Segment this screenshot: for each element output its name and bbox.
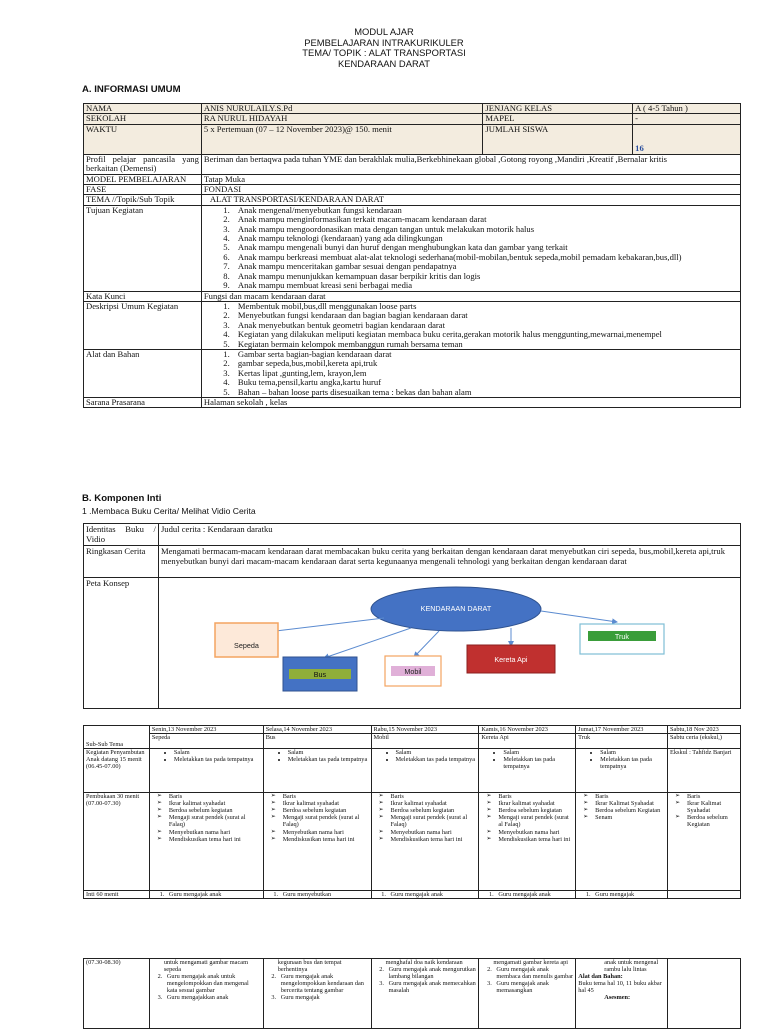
info-table <box>83 103 741 408</box>
table-row <box>84 104 741 114</box>
mapel-value: - <box>633 114 741 124</box>
day-selasa: Selasa,14 November 2023 <box>263 726 371 734</box>
profil-label: Profil pelajar pancasila yang berkaitan (Demensi) <box>84 154 202 174</box>
table-row <box>84 524 741 546</box>
cont-kamis-text: mengamati gambar kereta api <box>493 959 569 966</box>
list-item: 4. Buku tema,pensil,kartu angka,kartu huruf <box>232 378 738 387</box>
list-item: • Meletakkan tas pada tempatnya <box>174 756 261 763</box>
schedule-table <box>83 725 741 899</box>
deskripsi-label: Deskripsi Umum Kegiatan <box>84 301 202 349</box>
list-item: ➢ Menyebutkan nama hari <box>283 829 369 836</box>
row1-rabu-list <box>374 749 477 763</box>
table-row <box>84 578 741 709</box>
cont-selasa-text: kegunaan bus dan tempat berhentinya <box>277 959 342 974</box>
list-item: 4. Anak mampu teknologi (kendaraan) yang ada dilingkungan <box>232 234 738 243</box>
cont-jumat-alat-value: Buku tema hal 10, 11 buku akbar hal 45 <box>578 980 662 995</box>
list-item: • Salam <box>288 749 369 756</box>
list-item: • Salam <box>396 749 477 756</box>
list-item: 1. Guru mengajak anak <box>166 891 261 898</box>
table-row <box>84 349 741 397</box>
list-item: ➢ Menyebutkan nama hari <box>498 829 573 836</box>
list-item: 9. Anak mampu membuat kreasi seni berbagai media <box>232 281 738 290</box>
model-label: MODEL PEMBELAJARAN <box>84 174 202 184</box>
list-item: • Meletakkan tas pada tempatnya <box>600 756 665 770</box>
row2-jumat-list <box>578 793 665 821</box>
tema-value: ALAT TRANSPORTASI/KENDARAAN DARAT <box>201 195 740 205</box>
alat-list <box>204 350 738 397</box>
connector-mobil <box>414 631 439 657</box>
document-header <box>0 27 768 69</box>
cont-selasa-list <box>264 973 369 1001</box>
sekolah-label: SEKOLAH <box>84 114 202 124</box>
mapel-label: MAPEL <box>483 114 633 124</box>
subtema-rabu: Mobil <box>371 734 479 749</box>
tujuan-label: Tujuan Kegiatan <box>84 205 202 291</box>
row1-sabtu: Ekskul : Tahfidz Banjari <box>668 749 741 793</box>
node-bus-label: Bus <box>313 670 327 679</box>
list-item: • Meletakkan tas pada tempatnya <box>503 756 573 770</box>
schedule-continuation-table <box>83 958 741 1029</box>
subtema-sabtu: Sabtu ceria (ekskul,) <box>668 734 741 749</box>
tema-label: TEMA //Topik/Sub Topik <box>84 195 202 205</box>
tujuan-list <box>204 206 738 291</box>
list-item: ➢ Ikrar kalimat syahadat <box>498 800 573 807</box>
list-item: ➢ Baris <box>687 793 738 800</box>
fase-label: FASE <box>84 185 202 195</box>
table-row <box>84 726 741 734</box>
row3-kamis-list <box>481 891 573 898</box>
list-item: 8. Anak mampu menunjukkan kemampuan dasar berpikir kritis dan logis <box>232 272 738 281</box>
list-item: ➢ Menyebutkan nama hari <box>391 829 477 836</box>
profil-value: Beriman dan bertaqwa pada tuhan YME dan berakhlak mulia,Berkebhinekaan global ,Gotong royong ,Mandiri ,Kreatif ,Bernalar kritis <box>201 154 740 174</box>
table-row <box>84 734 741 749</box>
list-item: 3. Anak mampu mengoordonasikan mata dengan tangan untuk melakukan motorik halus <box>232 225 738 234</box>
jenjang-value: A ( 4-5 Tahun ) <box>633 104 741 114</box>
row1-kamis-list <box>481 749 573 770</box>
connector-bus <box>324 628 411 658</box>
list-item: 1. Guru menyebutkan <box>280 891 369 898</box>
list-item: ➢ Baris <box>169 793 261 800</box>
row3-jumat-list <box>578 891 665 898</box>
list-item: 6. Anak mampu berkreasi membuat alat-alat teknologi sederhana(mobil-mobilan,bentuk sepeda,mobil pemadam kebakaran,bus,dll) <box>232 253 738 262</box>
list-item: ➢ Baris <box>595 793 665 800</box>
list-item: ➢ Mengaji surat pendek (surat al Falaq) <box>169 814 261 828</box>
subtema-jumat: Truk <box>576 734 668 749</box>
list-item: 1. Guru mengajak anak <box>495 891 573 898</box>
list-item: • Salam <box>503 749 573 756</box>
row2-rabu-list <box>374 793 477 843</box>
cont-jumat-alat-label: Alat dan Bahan: <box>578 973 623 981</box>
row1-label: Kegiatan Penyambutan Anak datang 15 menit (06.45-07.00) <box>84 749 150 793</box>
row3-selasa-list <box>266 891 369 898</box>
ringkasan-value: Mengamati bermacam-macam kendaraan darat membacakan buku cerita yang berkaitan dengan kendaraan darat menyebutkan ciri sepeda, bus,mobil,kereta api,truk menyebutkan bunyi dari macam-macam kendaraan darat serta kegunaanya mengenali tehnologi yang berkaitan dengan kendaraan darat <box>158 546 740 578</box>
list-item: 2. Guru mengajak anak mengelompokkan kendaraan dan bercerita tentang gambar <box>278 973 369 994</box>
list-item: ➢ Ikrar kalimat syahadat <box>169 800 261 807</box>
sekolah-value: RA NURUL HIDAYAH <box>201 114 483 124</box>
list-item: 2. gambar sepeda,bus,mobil,kereta api,truk <box>232 359 738 368</box>
cont-rabu-list <box>372 966 477 994</box>
table-row <box>84 291 741 301</box>
node-truk-label: Truk <box>614 632 629 641</box>
list-item: 2. Menyebutkan fungsi kendaraan dan bagian bagian kendaraan darat <box>232 311 738 320</box>
table-row <box>84 793 741 891</box>
list-item: ➢ Ikrar Kalimat Syahadat <box>595 800 665 807</box>
komponen-table <box>83 523 741 709</box>
day-senin: Senin,13 November 2023 <box>149 726 263 734</box>
section-b-subheading: 1 .Membaca Buku Cerita/ Melihat Vidio Cerita <box>82 506 256 516</box>
row1-selasa-list <box>266 749 369 763</box>
nama-label: NAMA <box>84 104 202 114</box>
identitas-value: Judul cerita : Kendaraan daratku <box>158 524 740 546</box>
jenjang-label: JENJANG KELAS <box>483 104 633 114</box>
jumlah-value: 16 <box>635 143 644 154</box>
waktu-value: 5 x Pertemuan (07 – 12 November 2023)@ 150. menit <box>201 124 483 154</box>
row3-rabu-list <box>374 891 477 898</box>
row2-sabtu-list <box>670 793 738 828</box>
waktu-label: WAKTU <box>84 124 202 154</box>
list-item: 3. Guru mengajak anak memasangkan <box>493 980 573 994</box>
kata-label: Kata Kunci <box>84 291 202 301</box>
table-row <box>84 185 741 195</box>
list-item: ➢ Baris <box>391 793 477 800</box>
list-item: ➢ Senam <box>595 814 665 821</box>
table-row <box>84 174 741 184</box>
list-item: 3. Anak menyebutkan bentuk geometri bagian kendaraan darat <box>232 321 738 330</box>
list-item: ➢ Berdoa sebelum kegiatan <box>498 807 573 814</box>
list-item: ➢ Baris <box>498 793 573 800</box>
list-item: ➢ Berdoa sebelum kegiatan <box>169 807 261 814</box>
list-item: 2. Guru mengajak anak untuk mengelompokkan dan mengenal kata sesuai gambar <box>164 973 261 994</box>
cont-jumat-text: anak untuk mengenal rambu lalu lintas <box>604 959 659 974</box>
list-item: ➢ Baris <box>283 793 369 800</box>
day-sabtu: Sabtu,18 Nov 2023 <box>668 726 741 734</box>
table-row <box>84 546 741 578</box>
row1-jumat-list <box>578 749 665 770</box>
list-item: 1. Gambar serta bagian-bagian kendaraan darat <box>232 350 738 359</box>
section-a-heading: A. INFORMASI UMUM <box>82 84 181 95</box>
node-sepeda-label: Sepeda <box>234 641 259 650</box>
list-item: ➢ Ikrar Kalimat Syahadat <box>687 800 738 814</box>
section-b-heading: B. Komponen Inti <box>82 493 162 504</box>
table-row <box>84 891 741 899</box>
list-item: 1. Guru mengajak anak <box>388 891 477 898</box>
table-row <box>84 205 741 291</box>
connector-truk <box>541 611 617 622</box>
nama-value: ANIS NURULAILY.S.Pd <box>201 104 483 114</box>
list-item: ➢ Mengaji surat pendek (surat al Falaq) <box>391 814 477 828</box>
cont-rabu-text: menghafal doa naik kendaraan <box>385 959 463 966</box>
node-mobil-label: Mobil <box>404 667 422 676</box>
node-sepeda-box <box>215 623 278 657</box>
list-item: 5. Bahan – bahan loose parts disesuaikan tema : bekas dan bahan alam <box>232 388 738 397</box>
list-item: • Meletakkan tas pada tempatnya <box>288 756 369 763</box>
table-row <box>84 959 741 1029</box>
list-item: ➢ Mengaji surat pendek (surat al Falaq) <box>498 814 573 828</box>
table-row <box>84 195 741 205</box>
header-topic: TEMA/ TOPIK : ALAT TRANSPORTASI <box>302 47 466 59</box>
subtema-senin: Sepeda <box>149 734 263 749</box>
deskripsi-list <box>204 302 738 349</box>
table-row <box>84 301 741 349</box>
subtema-label: Sub-Sub Tema <box>86 741 124 748</box>
list-item: • Salam <box>600 749 665 756</box>
header-title: MODUL AJAR <box>354 26 414 37</box>
row3-label: Inti 60 menit <box>84 891 150 899</box>
header-subtitle: PEMBELAJARAN INTRAKURIKULER <box>304 36 464 48</box>
list-item: ➢ Ikrar kalimat syahadat <box>391 800 477 807</box>
alat-label: Alat dan Bahan <box>84 349 202 397</box>
list-item: 2. Anak mampu menginformasikan terkait macam-macam kendaraan darat <box>232 215 738 224</box>
table-row <box>84 397 741 407</box>
list-item: ➢ Berdoa sebelum Kegiatan <box>687 814 738 828</box>
sarana-value: Halaman sekolah , kelas <box>201 397 740 407</box>
list-item: 7. Anak mampu menceritakan gambar sesuai dengan pendapatnya <box>232 262 738 271</box>
subtema-kamis: Kereta Api <box>479 734 576 749</box>
list-item: 1. Guru mengajak <box>592 891 665 898</box>
peta-label: Peta Konsep <box>84 578 159 709</box>
identitas-label: Identitas Buku / Vidio <box>84 524 159 546</box>
fase-value: FONDASI <box>201 185 740 195</box>
cont-senin-text: untuk mengamati gambar macam sepeda <box>163 959 248 974</box>
list-item: ➢ Mendiskusikan tema hari ini <box>391 836 477 843</box>
list-item: ➢ Mendiskusikan tema hari ini <box>498 836 573 843</box>
cont-kamis-list <box>479 966 573 994</box>
list-item: ➢ Mendiskusikan tema hari ini <box>169 836 261 843</box>
row1-senin-list <box>152 749 261 763</box>
cont-label: (07.30-08.30) <box>84 959 150 1029</box>
ringkasan-label: Ringkasan Cerita <box>84 546 159 578</box>
cont-jumat-asesmen: Asesmen: <box>604 994 631 1002</box>
list-item: ➢ Mengaji surat pendek (surat al Falaq) <box>283 814 369 828</box>
table-row <box>84 114 741 124</box>
center-label: KENDARAAN DARAT <box>420 604 492 613</box>
list-item: 5. Anak mampu mengenali bunyi dan huruf dengan menghubungkan kata dan gambar yang terkait <box>232 243 738 252</box>
row2-label: Pembukaan 30 menit (07.00-07.30) <box>84 793 150 891</box>
list-item: 1. Anak mengenal/menyebutkan fungsi kendaraan <box>232 206 738 215</box>
list-item: 1. Membentuk mobil,bus,dll menggunakan loose parts <box>232 302 738 311</box>
row3-senin-list <box>152 891 261 898</box>
subtema-selasa: Bus <box>263 734 371 749</box>
day-jumat: Jumat,17 November 2023 <box>576 726 668 734</box>
list-item: ➢ Ikrar kalimat syahadat <box>283 800 369 807</box>
list-item: 3. Kertas lipat ,gunting,lem, krayon,lem <box>232 369 738 378</box>
list-item: 4. Kegiatan yang dilakukan meliputi kegiatan membaca buku cerita,gerakan motorik halus menggunting,mewarnai,menempel <box>232 330 738 339</box>
kata-value: Fungsi dan macam kendaraan darat <box>201 291 740 301</box>
list-item: 3. Guru mengajak anak memecahkan masalah <box>386 980 477 994</box>
cont-senin-list <box>150 973 261 1001</box>
model-value: Tatap Muka <box>201 174 740 184</box>
header-subtopic: KENDARAAN DARAT <box>337 57 431 69</box>
table-row <box>84 154 741 174</box>
jumlah-label: JUMLAH SISWA <box>483 124 633 154</box>
list-item: • Meletakkan tas pada tempatnya <box>396 756 477 763</box>
row2-senin-list <box>152 793 261 843</box>
day-rabu: Rabu,15 November 2023 <box>371 726 479 734</box>
list-item: ➢ Berdoa sebelum kegiatan <box>391 807 477 814</box>
concept-map <box>159 578 740 708</box>
list-item: ➢ Menyebutkan nama hari <box>169 829 261 836</box>
list-item: • Salam <box>174 749 261 756</box>
list-item: 2. Guru mengajak anak mengurutkan lambang bilangan <box>386 966 477 980</box>
list-item: 2. Guru mengajak anak membaca dan menulis gambar <box>493 966 573 980</box>
table-row <box>84 749 741 793</box>
list-item: 3. Guru mengajakkan anak <box>164 994 261 1001</box>
row2-selasa-list <box>266 793 369 843</box>
day-kamis: Kamis,16 November 2023 <box>479 726 576 734</box>
row2-kamis-list <box>481 793 573 843</box>
table-row <box>84 124 741 154</box>
node-kereta-label: Kereta Api <box>494 655 528 664</box>
sarana-label: Sarana Prasarana <box>84 397 202 407</box>
list-item: 3. Guru mengajak <box>278 994 369 1001</box>
list-item: ➢ Berdoa sebelum kegiatan <box>283 807 369 814</box>
list-item: ➢ Mendiskusikan tema hari ini <box>283 836 369 843</box>
list-item: ➢ Berdoa sebelum Kegiatan <box>595 807 665 814</box>
list-item: 5. Kegiatan bermain kelompok membanggun rumah bersama teman <box>232 340 738 349</box>
